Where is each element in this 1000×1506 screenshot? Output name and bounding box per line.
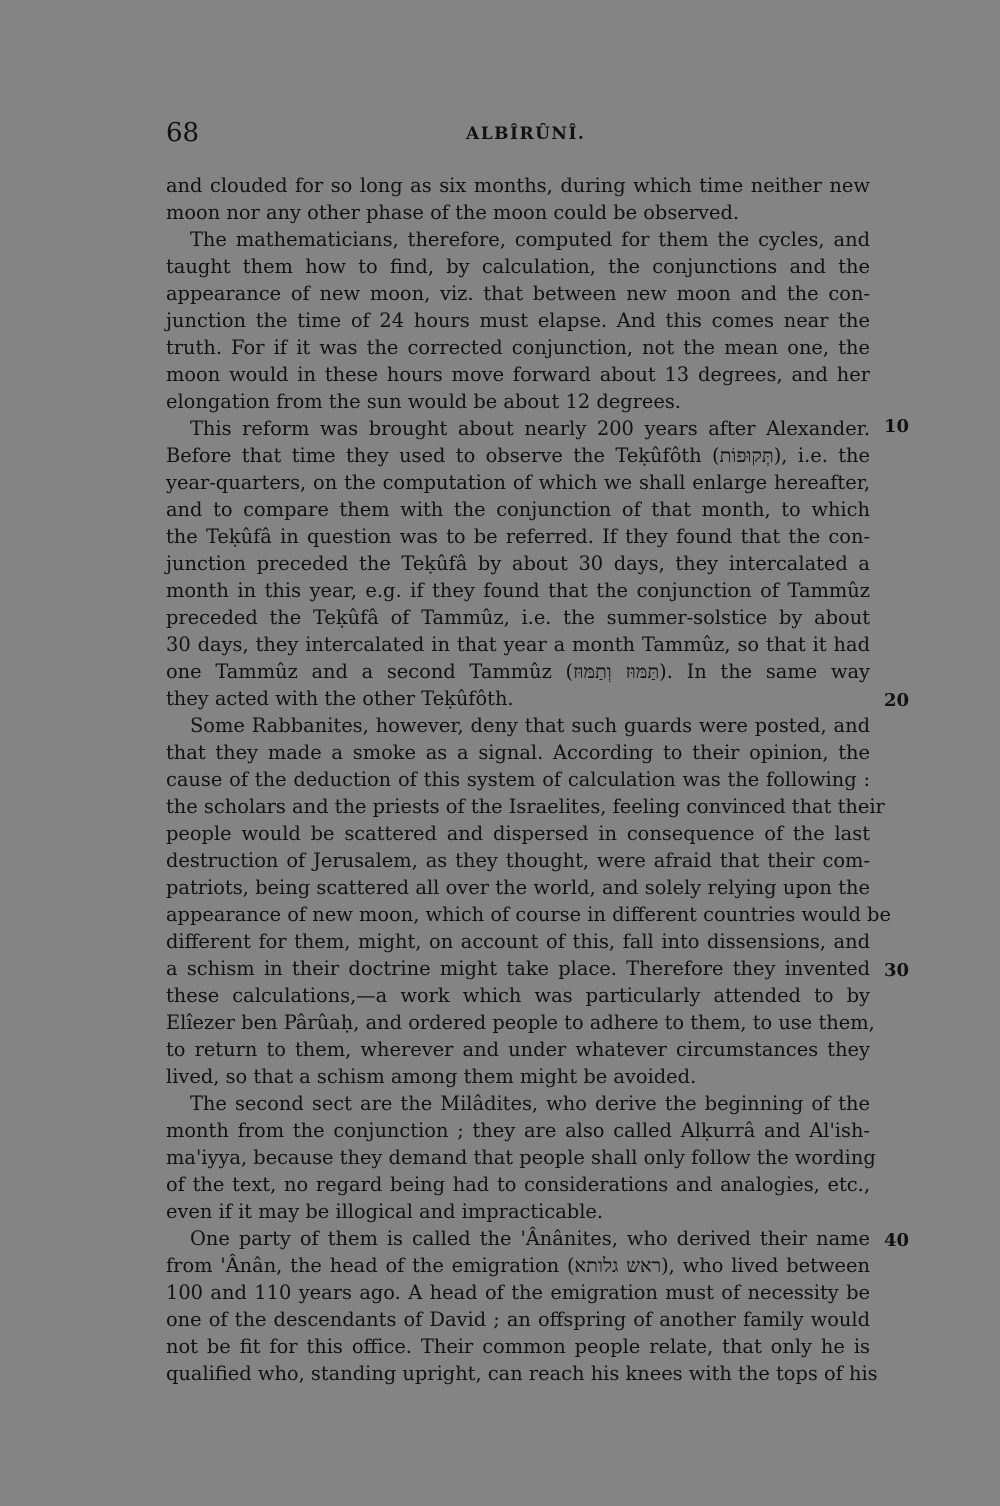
running-head: ALBÎRÛNÎ. (466, 124, 586, 144)
text-line: Elîezer ben Pârûaḥ, and ordered people to adhere to them, to use them, (166, 1011, 875, 1034)
margin-line-number: 10 (884, 416, 910, 437)
text-line: 30 days, they intercalated in that year a month Tammûz, so that it had (166, 633, 870, 656)
margin-line-number: 30 (884, 960, 910, 981)
margin-line-number: 20 (884, 690, 910, 711)
text-line: the Teḳûfâ in question was to be referred. If they found that the con- (166, 525, 870, 548)
text-line: month from the conjunction ; they are also called Alḳurrâ and Al'ish- (166, 1119, 870, 1142)
text-line: lived, so that a schism among them might be avoided. (166, 1065, 697, 1088)
text-line: 100 and 110 years ago. A head of the emigration must of necessity be (166, 1281, 870, 1304)
text-line: appearance of new moon, which of course in different countries would be (166, 903, 891, 926)
text-line: preceded the Teḳûfâ of Tammûz, i.e. the summer-solstice by about (166, 606, 870, 629)
text-line: month in this year, e.g. if they found that the conjunction of Tammûz (166, 579, 870, 602)
text-line: these calculations,—a work which was particularly attended to by (166, 984, 870, 1007)
text-line: even if it may be illogical and impracticable. (166, 1200, 604, 1223)
page-number: 68 (166, 118, 200, 148)
text-line: moon nor any other phase of the moon could be observed. (166, 201, 740, 224)
text-line: different for them, might, on account of this, fall into dissensions, and (166, 930, 870, 953)
text-line: of the text, no regard being had to considerations and analogies, etc., (166, 1173, 870, 1196)
text-line: the scholars and the priests of the Israelites, feeling convinced that their (166, 795, 885, 818)
text-line: One party of them is called the 'Ânânites, who derived their name (190, 1227, 870, 1250)
text-line: to return to them, wherever and under whatever circumstances they (166, 1038, 870, 1061)
text-line: This reform was brought about nearly 200 years after Alexander. (190, 417, 870, 440)
text-line: from 'Ânân, the head of the emigration (ראש גלותא), who lived between (166, 1254, 870, 1277)
text-line: not be fit for this office. Their common people relate, that only he is (166, 1335, 870, 1358)
text-line: destruction of Jerusalem, as they thought, were afraid that their com- (166, 849, 870, 872)
text-line: one Tammûz and a second Tammûz (תַּמּוּז וְתַמּוּז). In the same way (166, 660, 871, 683)
text-line: Some Rabbanites, however, deny that such guards were posted, and (190, 714, 870, 737)
text-line: The mathematicians, therefore, computed for them the cycles, and (190, 228, 870, 251)
text-line: qualified who, standing upright, can reach his knees with the tops of his (166, 1362, 878, 1385)
text-line: year-quarters, on the computation of which we shall enlarge hereafter, (166, 471, 870, 494)
text-line: elongation from the sun would be about 12 degrees. (166, 390, 681, 413)
text-line: and to compare them with the conjunction of that month, to which (166, 498, 870, 521)
text-line: Before that time they used to observe the Teḳûfôth (תְּקוּפוֹת), i.e. the (166, 444, 870, 467)
text-line: junction the time of 24 hours must elapse. And this comes near the (166, 309, 870, 332)
text-line: and clouded for so long as six months, during which time neither new (166, 174, 870, 197)
text-line: taught them how to find, by calculation, the conjunctions and the (166, 255, 870, 278)
margin-line-number: 40 (884, 1230, 910, 1251)
text-line: cause of the deduction of this system of calculation was the following : (166, 768, 870, 791)
text-line: that they made a smoke as a signal. According to their opinion, the (166, 741, 870, 764)
text-line: appearance of new moon, viz. that between new moon and the con- (166, 282, 870, 305)
text-line: people would be scattered and dispersed in consequence of the last (166, 822, 870, 845)
text-line: truth. For if it was the corrected conjunction, not the mean one, the (166, 336, 870, 359)
text-line: patriots, being scattered all over the world, and solely relying upon the (166, 876, 870, 899)
text-line: they acted with the other Teḳûfôth. (166, 687, 514, 710)
text-line: moon would in these hours move forward about 13 degrees, and her (166, 363, 870, 386)
text-line: junction preceded the Teḳûfâ by about 30 days, they intercalated a (166, 552, 870, 575)
text-line: ma'iyya, because they demand that people shall only follow the wording (166, 1146, 876, 1169)
text-line: one of the descendants of David ; an offspring of another family would (166, 1308, 870, 1331)
text-line: a schism in their doctrine might take place. Therefore they invented (166, 957, 870, 980)
body-text (166, 172, 891, 1387)
text-line: The second sect are the Milâdites, who derive the beginning of the (190, 1092, 870, 1115)
